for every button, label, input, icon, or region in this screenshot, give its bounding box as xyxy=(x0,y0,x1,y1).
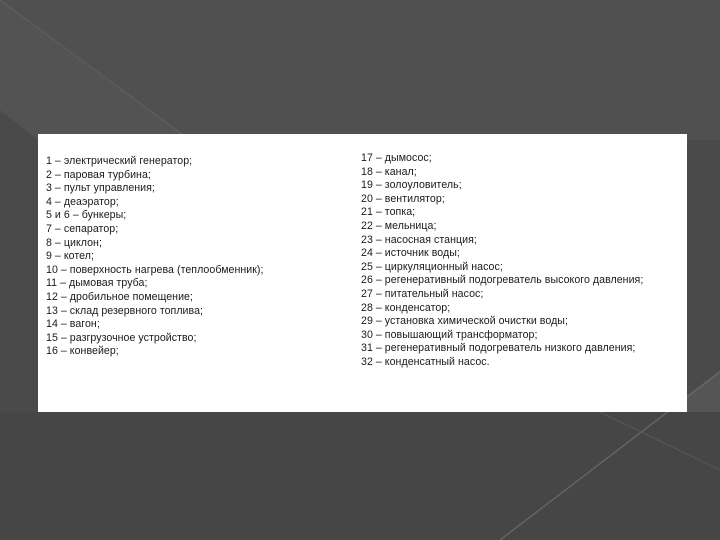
background-facet-bottom xyxy=(0,412,720,540)
legend-item-4: 4 – деаэратор; xyxy=(46,195,119,208)
legend-item-1: 1 – электрический генератор; xyxy=(46,155,193,167)
legend-item-19: 19 – золоуловитель; xyxy=(361,179,462,192)
legend-item-21: 21 – топка; xyxy=(361,206,416,219)
legend-item-32: 32 – конденсатный насос. xyxy=(361,355,490,368)
legend-item-31: 31 – регенеративный подогреватель низкого давления; xyxy=(361,342,636,355)
legend-item-3: 3 – пульт управления; xyxy=(46,182,155,195)
legend-right-column xyxy=(361,152,643,370)
legend-item-29: 29 – установка химической очистки воды; xyxy=(361,315,568,328)
legend-item-8: 8 – циклон; xyxy=(46,236,102,249)
legend-item-13: 13 – склад резервного топлива; xyxy=(46,304,204,317)
legend-item-23: 23 – насосная станция; xyxy=(361,233,477,246)
legend-item-18: 18 – канал; xyxy=(361,165,417,178)
legend-item-22: 22 – мельница; xyxy=(361,219,437,232)
legend-item-30: 30 – повышающий трансформатор; xyxy=(361,328,538,341)
legend-item-9: 9 – котел; xyxy=(46,250,94,263)
legend-item-12: 12 – дробильное помещение; xyxy=(46,290,193,303)
legend-item-26: 26 – регенеративный подогреватель высокого давления; xyxy=(361,274,644,287)
legend-item-15: 15 – разгрузочное устройство; xyxy=(46,331,197,344)
legend-item-16: 16 – конвейер; xyxy=(46,345,119,358)
legend-item-24: 24 – источник воды; xyxy=(361,247,460,260)
legend-item-7: 7 – сепаратор; xyxy=(46,222,119,235)
legend-item-5-6: 5 и 6 – бункеры; xyxy=(46,209,127,222)
legend-item-17: 17 – дымосос; xyxy=(361,152,432,164)
legend-item-28: 28 – конденсатор; xyxy=(361,301,451,314)
legend-item-11: 11 – дымовая труба; xyxy=(46,277,148,290)
legend-card xyxy=(38,134,687,412)
legend-left-column xyxy=(46,155,264,359)
legend-item-27: 27 – питательный насос; xyxy=(361,287,484,300)
legend-item-14: 14 – вагон; xyxy=(46,318,100,331)
legend-item-20: 20 – вентилятор; xyxy=(361,192,445,205)
legend-item-10: 10 – поверхность нагрева (теплообменник); xyxy=(46,263,264,276)
legend-item-2: 2 – паровая турбина; xyxy=(46,168,151,181)
legend-item-25: 25 – циркуляционный насос; xyxy=(361,260,503,273)
